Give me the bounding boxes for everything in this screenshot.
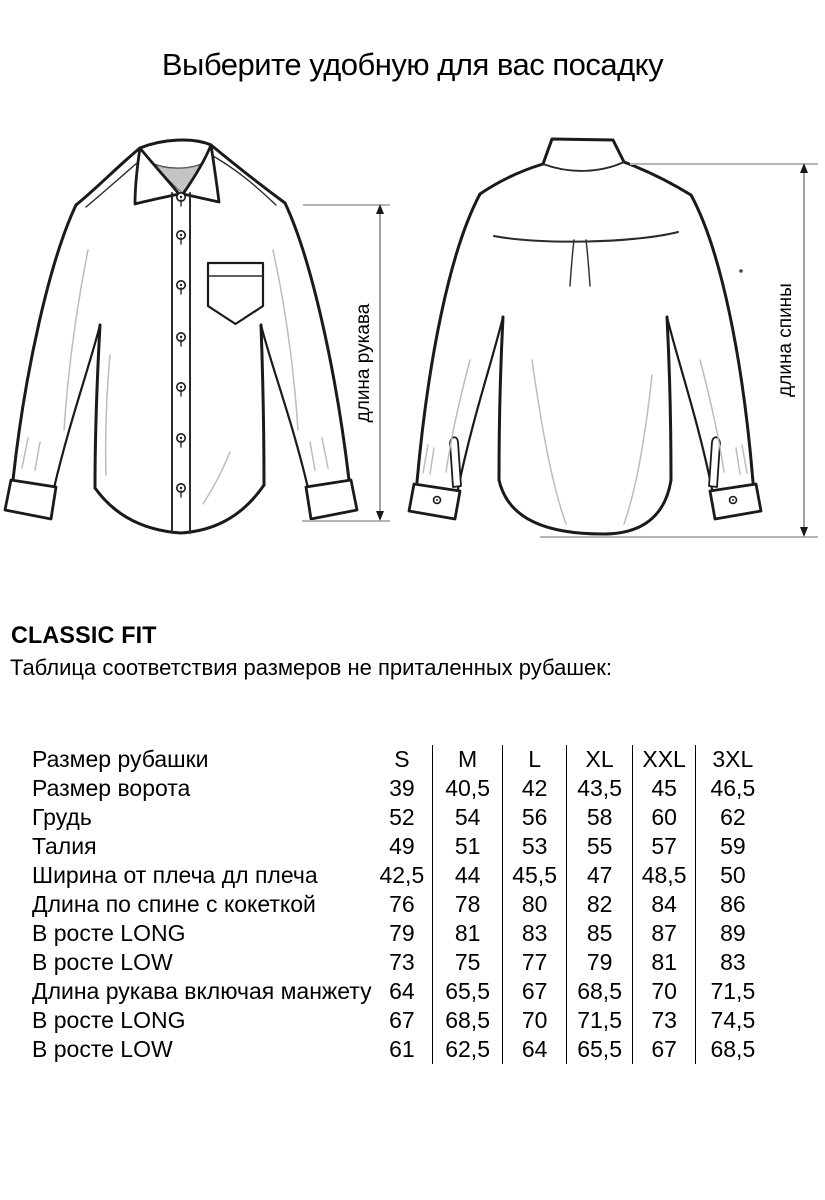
size-value: 56 [503, 803, 567, 832]
fit-heading: CLASSIC FIT [11, 622, 157, 649]
size-value: 68,5 [696, 1035, 770, 1064]
size-value: 67 [389, 1007, 415, 1033]
size-column-header: 3XL [696, 745, 770, 774]
size-value: 59 [696, 832, 770, 861]
back-length-label: длина спины [775, 283, 796, 397]
size-value: 83 [696, 948, 770, 977]
size-column-header: S [394, 746, 410, 772]
size-value: 46,5 [696, 774, 770, 803]
front-right-cuff [306, 480, 357, 519]
size-value: 64 [503, 1035, 567, 1064]
size-value: 68,5 [567, 977, 633, 1006]
size-value: 43,5 [567, 774, 633, 803]
size-column-header: XXL [633, 745, 696, 774]
size-value: 42,5 [379, 862, 425, 888]
size-value: 65,5 [567, 1035, 633, 1064]
size-value: 67 [503, 977, 567, 1006]
row-label: В росте LONG [32, 1007, 186, 1033]
front-shirt-drawing [5, 140, 357, 533]
shirt-diagrams [0, 100, 825, 580]
size-value: 84 [633, 890, 696, 919]
size-value: 39 [389, 775, 415, 801]
table-row [32, 890, 770, 919]
size-value: 79 [389, 920, 415, 946]
size-value: 70 [503, 1006, 567, 1035]
front-left-cuff [5, 480, 56, 519]
table-row [32, 832, 770, 861]
size-value: 49 [389, 833, 415, 859]
row-label: Талия [32, 833, 97, 859]
page-title: Выберите удобную для вас посадку [161, 47, 664, 82]
row-label: Грудь [32, 804, 92, 830]
size-value: 81 [633, 948, 696, 977]
size-value: 68,5 [433, 1006, 503, 1035]
table-row [32, 861, 770, 890]
size-value: 80 [503, 890, 567, 919]
size-value: 58 [567, 803, 633, 832]
size-value: 65,5 [433, 977, 503, 1006]
size-value: 78 [433, 890, 503, 919]
size-value: 79 [567, 948, 633, 977]
size-value: 44 [433, 861, 503, 890]
size-value: 53 [503, 832, 567, 861]
size-value: 54 [433, 803, 503, 832]
row-label: В росте LOW [32, 1036, 173, 1062]
size-value: 85 [567, 919, 633, 948]
size-value: 62,5 [433, 1035, 503, 1064]
size-value: 77 [503, 948, 567, 977]
size-value: 50 [696, 861, 770, 890]
table-row [32, 745, 770, 774]
size-value: 82 [567, 890, 633, 919]
sleeve-length-label: длина рукава [353, 303, 374, 423]
table-row [32, 919, 770, 948]
size-value: 40,5 [433, 774, 503, 803]
size-value: 67 [633, 1035, 696, 1064]
row-label: Длина рукава включая манжету [32, 978, 372, 1004]
row-label: Ширина от плеча дл плеча [32, 862, 318, 888]
row-label: Длина по спине с кокеткой [32, 891, 316, 917]
size-value: 70 [633, 977, 696, 1006]
size-value: 60 [633, 803, 696, 832]
size-value: 71,5 [567, 1006, 633, 1035]
size-value: 42 [503, 774, 567, 803]
row-label: Размер ворота [32, 775, 191, 801]
table-row [32, 948, 770, 977]
size-value: 76 [389, 891, 415, 917]
size-value: 89 [696, 919, 770, 948]
size-value: 62 [696, 803, 770, 832]
size-value: 74,5 [696, 1006, 770, 1035]
row-label: Размер рубашки [32, 746, 209, 772]
table-row [32, 803, 770, 832]
size-column-header: M [433, 745, 503, 774]
size-table [32, 745, 770, 1064]
table-caption: Таблица соответствия размеров не приталенных рубашек: [10, 655, 612, 680]
back-shirt-drawing [409, 139, 761, 534]
size-value: 86 [696, 890, 770, 919]
size-value: 48,5 [633, 861, 696, 890]
size-value: 87 [633, 919, 696, 948]
back-collar [543, 139, 624, 171]
size-value: 73 [389, 949, 415, 975]
size-value: 81 [433, 919, 503, 948]
table-row [32, 774, 770, 803]
size-value: 45 [633, 774, 696, 803]
table-row [32, 1035, 770, 1064]
row-label: В росте LONG [32, 920, 186, 946]
table-row [32, 1006, 770, 1035]
size-value: 51 [433, 832, 503, 861]
size-value: 75 [433, 948, 503, 977]
size-value: 45,5 [503, 861, 567, 890]
size-column-header: L [503, 745, 567, 774]
size-value: 52 [389, 804, 415, 830]
stray-dot [739, 269, 743, 273]
size-value: 47 [567, 861, 633, 890]
size-value: 64 [389, 978, 415, 1004]
size-value: 61 [389, 1036, 415, 1062]
table-row [32, 977, 770, 1006]
size-value: 83 [503, 919, 567, 948]
size-value: 55 [567, 832, 633, 861]
row-label: В росте LOW [32, 949, 173, 975]
size-value: 57 [633, 832, 696, 861]
size-column-header: XL [567, 745, 633, 774]
size-value: 71,5 [696, 977, 770, 1006]
size-value: 73 [633, 1006, 696, 1035]
